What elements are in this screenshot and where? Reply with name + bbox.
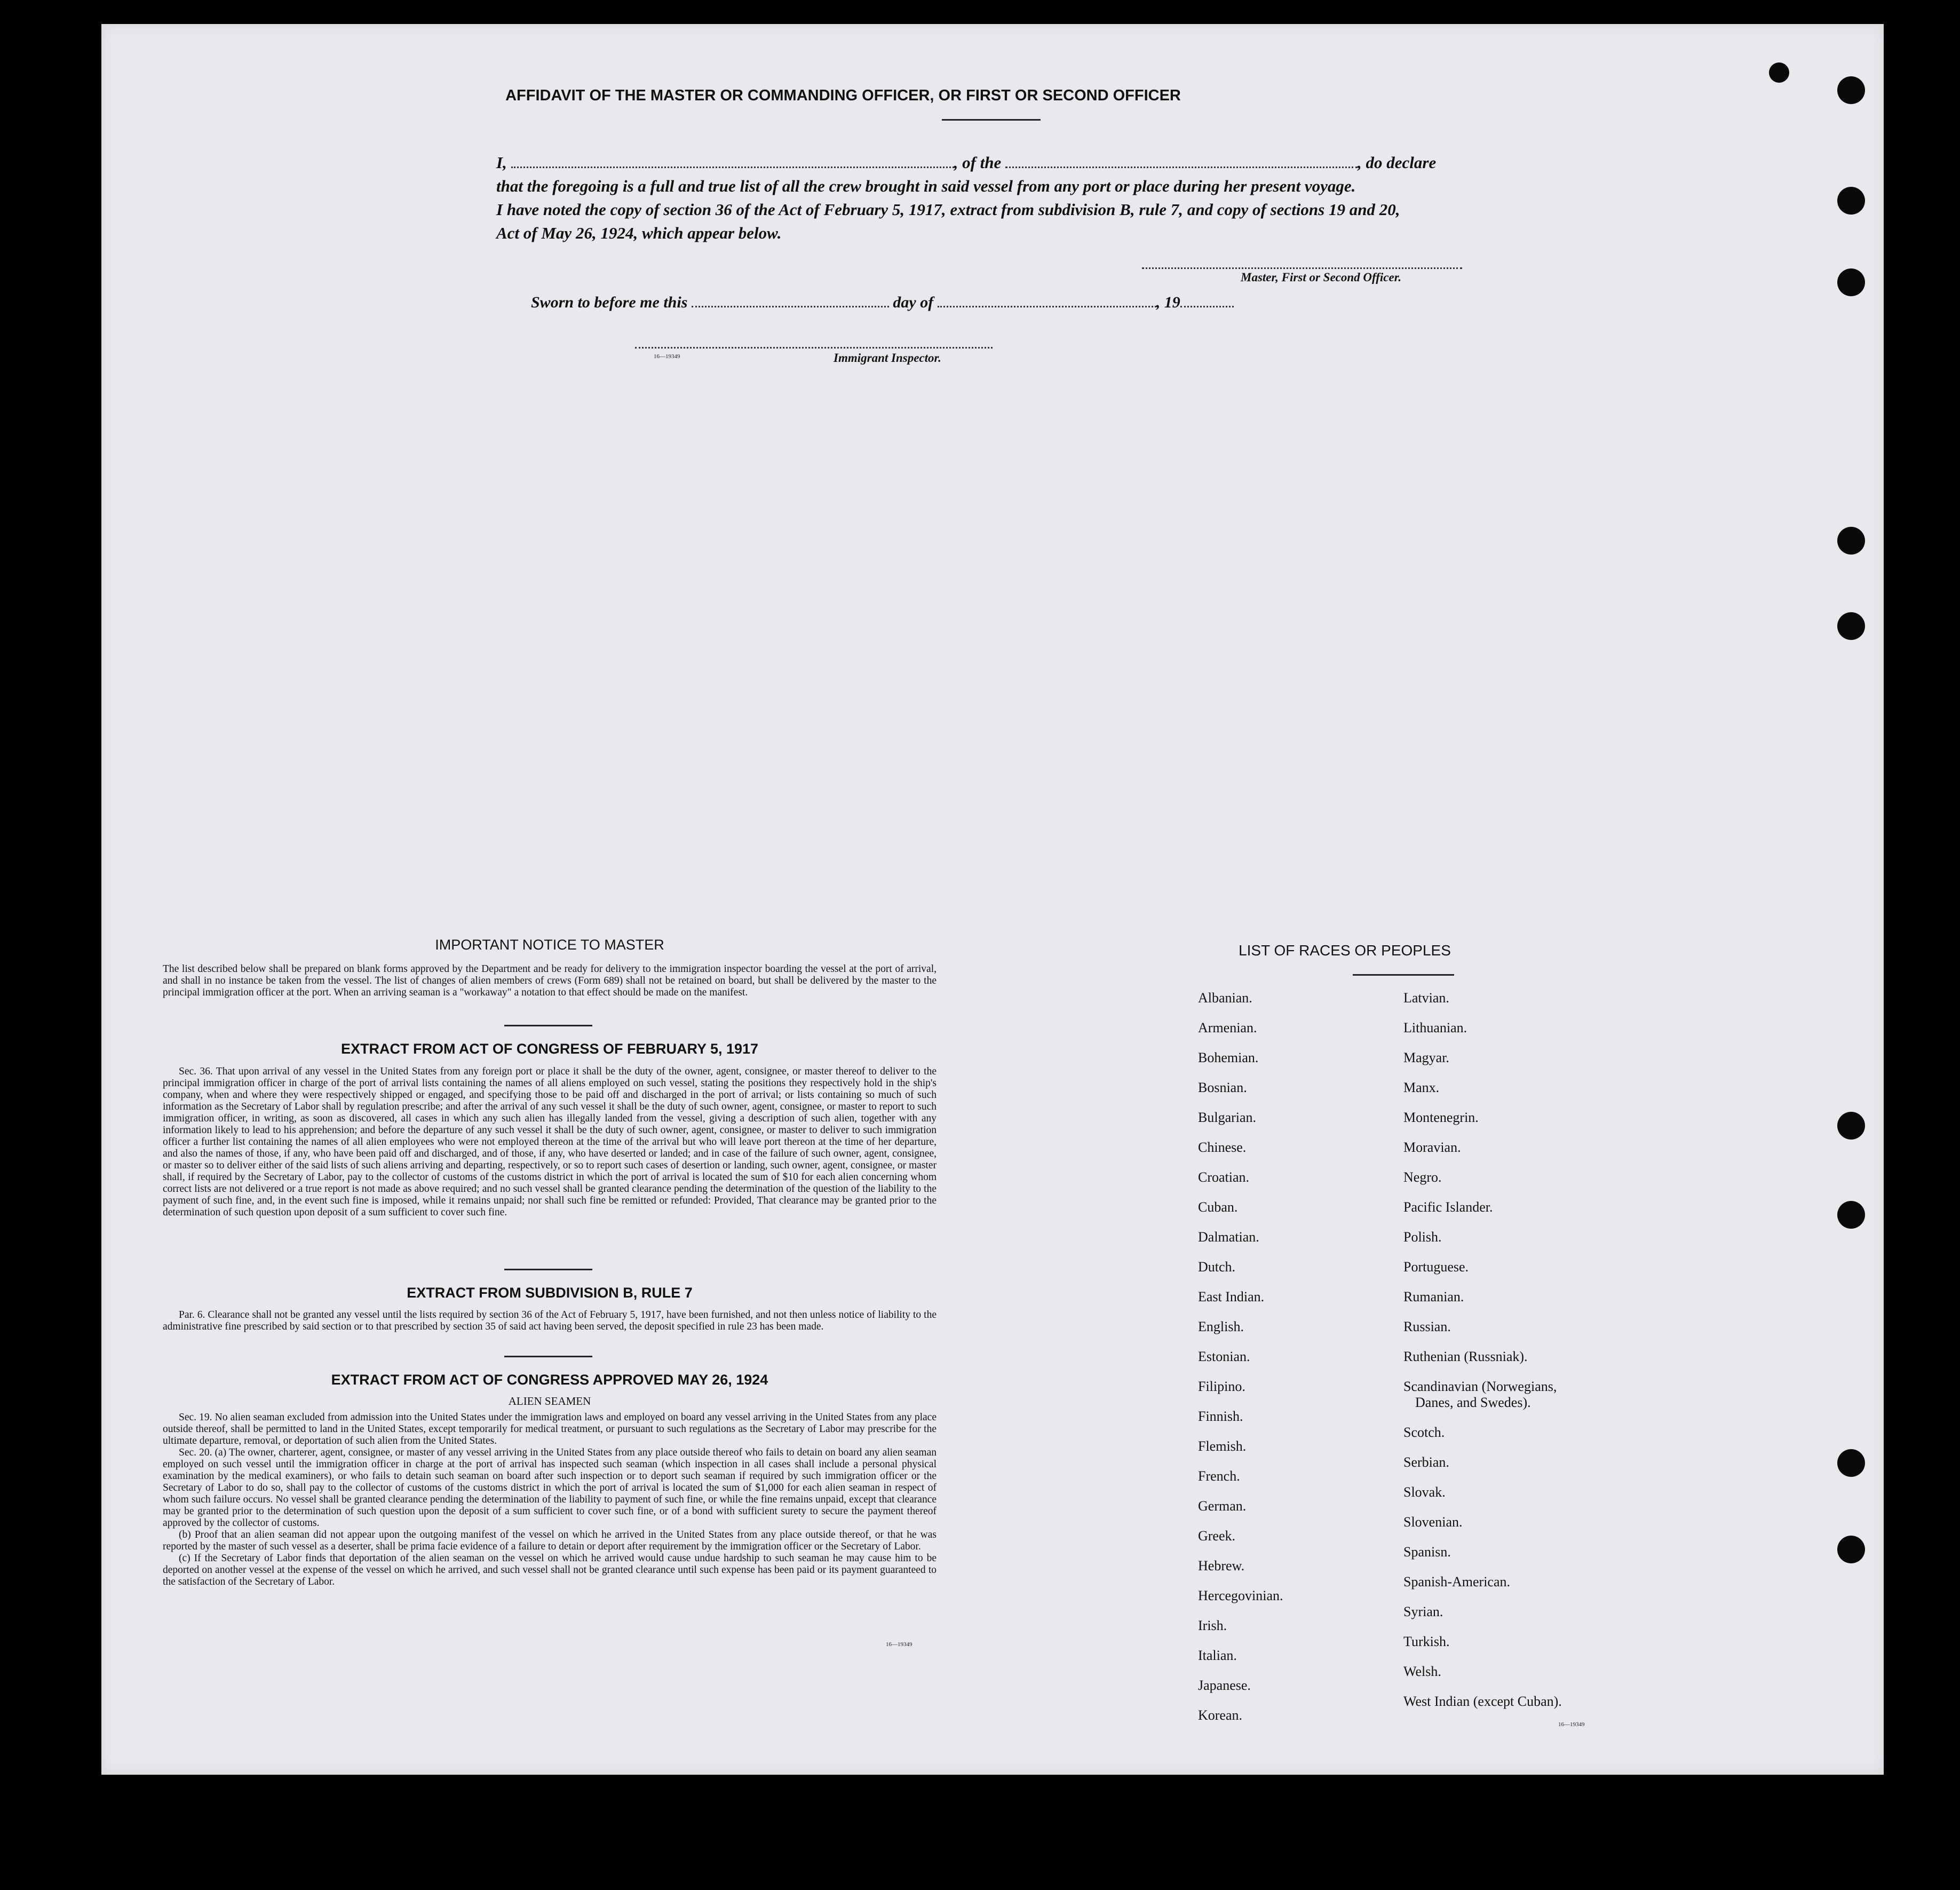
race-item: Latvian. [1403, 990, 1449, 1006]
race-item: Scandinavian (Norwegians, [1403, 1379, 1557, 1394]
race-item: Negro. [1403, 1169, 1442, 1185]
punch-hole [1837, 76, 1865, 104]
race-item: Serbian. [1403, 1454, 1449, 1470]
signature-line[interactable] [1142, 267, 1462, 269]
races-column-2 [1403, 990, 1660, 1723]
race-item: Moravian. [1403, 1140, 1461, 1155]
affidavit-body [496, 151, 1526, 245]
form-number: 16—19349 [654, 353, 680, 360]
race-item: Dutch. [1198, 1259, 1236, 1275]
race-item: Polish. [1403, 1229, 1442, 1245]
race-item: Portuguese. [1403, 1259, 1469, 1275]
race-item: Cuban. [1198, 1199, 1238, 1215]
race-item: Rumanian. [1403, 1289, 1464, 1304]
signature-label: Master, First or Second Officer. [1241, 271, 1402, 284]
sec20c-text: (c) If the Secretary of Labor finds that deportation of the alien seaman on the vessel on which he arrived would cause undue hardship to such seaman he may cause him to be deported on another vessel at the expense of the vessel on which he arrived, and such vessel shall not be granted clearance until such expense has been paid or its payment guaranteed to the satisfaction of the Secretary of Labor. [163, 1553, 937, 1587]
race-item: Slovenian. [1403, 1514, 1463, 1530]
notice-title: IMPORTANT NOTICE TO MASTER [435, 937, 664, 953]
divider [504, 1025, 592, 1026]
race-item: Slovak. [1403, 1484, 1446, 1500]
sworn-prefix: Sworn to before me this [531, 294, 688, 311]
race-item: Estonian. [1198, 1349, 1250, 1364]
race-item: German. [1198, 1498, 1247, 1514]
inspector-label: Immigrant Inspector. [834, 351, 941, 365]
race-item: Magyar. [1403, 1050, 1449, 1065]
race-item: French. [1198, 1468, 1240, 1484]
extract-1924-subtitle: ALIEN SEAMEN [508, 1395, 591, 1407]
sworn-year: , 19 [1156, 294, 1180, 311]
race-item: Manx. [1403, 1080, 1440, 1095]
rule7-text: Par. 6. Clearance shall not be granted any vessel until the lists required by section 36 of the Act of February 5, 1917, have been furnished, and not then unless notice of liability to the administrative fine prescribed by said section or to that prescribed by section 35 of said act having been served, the deposit specified in rule 23 has been made. [163, 1309, 937, 1332]
punch-hole [1769, 62, 1789, 83]
punch-hole [1837, 1201, 1865, 1229]
form-number: 16—19349 [1558, 1721, 1585, 1728]
affidavit-line3: I have noted the copy of section 36 of the Act of February 5, 1917, extract from subdivision B, rule 7, and copy of sections 19 and 20, [496, 200, 1400, 219]
sec20a-text: Sec. 20. (a) The owner, charterer, agent, consignee, or master of any vessel arriving in the United States from any place outside thereof who fails to detain on board any alien seaman employed on such vessel until the immigration officer in charge at the port of arrival has inspected such seaman (which inspection in all cases shall include a personal physical examination by the medical examiners), or who fails to detain such seaman on board after such inspection or to deport such seaman if required by such immigration officer or the Secretary of Labor to do so, shall pay to the collector of customs of the customs district in which the port of arrival is located the sum of $1,000 for each alien seaman in respect of whom such failure occurs. No vessel shall be granted clearance pending the determination of the liability to payment of such fine, or while the fine remains unpaid, except that clearance may be granted prior to the determination of such question upon the deposit of a sum sufficient to cover such fine, or of a bond with sufficient surety to secure the payment thereof approved by the collector of customs. [163, 1447, 937, 1529]
extract-1917-title: EXTRACT FROM ACT OF CONGRESS OF FEBRUARY 5, 1917 [340, 1041, 759, 1057]
race-item: Syrian. [1403, 1604, 1443, 1619]
sworn-year-blank[interactable] [1180, 303, 1234, 307]
divider [942, 119, 1041, 121]
race-item: Scotch. [1403, 1425, 1445, 1440]
race-item: Spanisn. [1403, 1544, 1451, 1560]
race-item: Welsh. [1403, 1664, 1441, 1679]
inspector-signature-line[interactable] [635, 347, 993, 349]
race-item: Bosnian. [1198, 1080, 1247, 1095]
affidavit-line4: Act of May 26, 1924, which appear below. [496, 224, 782, 242]
race-item: English. [1198, 1319, 1244, 1334]
race-item: Finnish. [1198, 1409, 1243, 1424]
vessel-blank[interactable] [1005, 163, 1358, 168]
sec20b-text: (b) Proof that an alien seaman did not appear upon the outgoing manifest of the vessel on which he arrived in the United States from any place outside thereof, or that he was reported by the master of such vessel as a deserter, shall be prima facie evidence of a failure to detain or deport after requirement by the immigration officer or the Secretary of Labor. [163, 1529, 937, 1552]
affidavit-declare: , do declare [1358, 153, 1437, 172]
race-item: Filipino. [1198, 1379, 1245, 1394]
punch-hole [1837, 187, 1865, 215]
race-item: Ruthenian (Russniak). [1403, 1349, 1528, 1364]
punch-hole [1837, 1112, 1865, 1140]
race-item: Danes, and Swedes). [1415, 1395, 1531, 1410]
form-number: 16—19349 [886, 1641, 912, 1648]
race-item: Flemish. [1198, 1438, 1247, 1454]
divider [504, 1269, 592, 1270]
race-item: Dalmatian. [1198, 1229, 1259, 1245]
punch-hole [1837, 1536, 1865, 1563]
sec19-text: Sec. 19. No alien seaman excluded from admission into the United States under the immigration laws and employed on board any vessel arriving in the United States from any place outside thereof, shall be permitted to land in the United States, except temporarily for medical treatment, or pursuant to such regulations as the Secretary of Labor may prescribe for the ultimate departure, removal, or deportation of such alien from the United States. [163, 1412, 937, 1446]
sworn-day-of: day of [893, 294, 934, 311]
divider [504, 1356, 592, 1357]
sworn-month-blank[interactable] [938, 303, 1156, 307]
extract-1924-title: EXTRACT FROM ACT OF CONGRESS APPROVED MAY 26, 1924 [331, 1372, 768, 1388]
sworn-line [531, 294, 1234, 312]
divider [1353, 974, 1454, 976]
race-item: Greek. [1198, 1528, 1236, 1544]
rule7-title: EXTRACT FROM SUBDIVISION B, RULE 7 [407, 1285, 693, 1301]
race-item: Pacific Islander. [1403, 1199, 1493, 1215]
affidavit-of-the: , of the [954, 153, 1002, 172]
race-item: Japanese. [1198, 1678, 1251, 1693]
race-item: Turkish. [1403, 1634, 1450, 1649]
race-item: Bulgarian. [1198, 1110, 1257, 1125]
affidavit-line2: that the foregoing is a full and true list of all the crew brought in said vessel from any port or place during her present voyage. [496, 177, 1356, 195]
race-item: East Indian. [1198, 1289, 1265, 1304]
race-item: Irish. [1198, 1618, 1227, 1633]
punch-hole [1837, 612, 1865, 640]
extract-1917-text: Sec. 36. That upon arrival of any vessel in the United States from any foreign port or place it shall be the duty of the owner, agent, consignee, or master thereof to deliver to the principal immigration officer in charge of the port of arrival lists containing the names of all aliens employed on such vessel, stating the positions they respectively hold in the ship's company, when and where they were respectively shipped or engaged, and specifying those to be paid off and discharged in the port of arrival; or lists containing so much of such information as the Secretary of Labor shall by regulation prescribe; and after the arrival of any such vessel it shall be the duty of such owner, agent, consignee, or master to report to such immigration officer, in writing, as soon as discovered, all cases in which any such alien has illegally landed from the vessel, giving a description of such alien, together with any information likely to lead to his apprehension; and before the departure of any such vessel it shall be the duty of such owner, agent, consignee, or master to deliver to such immigration officer a further list containing the names of all alien employees who were not employed thereon at the time of the arrival but who will leave port thereon at the time of her departure, and also the names of those, if any, who have been paid off and discharged, and of those, if any, who have deserted or landed; and in case of the failure of such owner, agent, consignee, or master so to deliver either of the said lists of such aliens arriving and departing, respectively, or so to report such cases of desertion or landing, such owner, agent, consignee, or master shall, if required by the Secretary of Labor, pay to the collector of customs of the customs district in which the port of arrival is located the sum of $10 for each alien concerning whom correct lists are not delivered or a true report is not made as above required; and no such vessel shall be granted clearance pending the determination of the question of the liability to the payment of such fine, and, in the event such fine is imposed, while it remains unpaid; nor shall such fine be remitted or refunded: Provided, That clearance may be granted prior to the determination of such question upon deposit of a sum sufficient to cover such fine. [163, 1066, 937, 1218]
notice-text: The list described below shall be prepared on blank forms approved by the Department and be ready for delivery to the immigration inspector boarding the vessel at the port of arrival, and shall in no instance be taken from the vessel. The list of changes of alien members of crews (Form 689) shall not be retained on board, but shall be delivered by the master to the principal immigration officer at the port. When an arriving seaman is a "workaway" a notation to that effect should be made on the manifest. [163, 963, 937, 998]
race-item: Italian. [1198, 1648, 1237, 1663]
race-item: Lithuanian. [1403, 1020, 1467, 1035]
race-item: Korean. [1198, 1707, 1243, 1723]
extract-1924-body [163, 1412, 937, 1588]
race-item: Spanish-American. [1403, 1574, 1511, 1590]
race-item: Montenegrin. [1403, 1110, 1479, 1125]
punch-hole [1837, 268, 1865, 296]
race-item: Croatian. [1198, 1169, 1250, 1185]
race-item: Albanian. [1198, 990, 1252, 1006]
document-page [101, 24, 1884, 1775]
punch-hole [1837, 527, 1865, 555]
race-item: Armenian. [1198, 1020, 1257, 1035]
name-blank[interactable] [511, 163, 954, 168]
races-title: LIST OF RACES OR PEOPLES [1239, 942, 1451, 959]
affidavit-title: AFFIDAVIT OF THE MASTER OR COMMANDING OFFICER, OR FIRST OR SECOND OFFICER [505, 87, 1181, 104]
race-item: Russian. [1403, 1319, 1451, 1334]
race-item: West Indian (except Cuban). [1403, 1694, 1562, 1709]
sworn-date-blank[interactable] [692, 303, 889, 307]
race-item: Chinese. [1198, 1140, 1247, 1155]
race-item: Bohemian. [1198, 1050, 1259, 1065]
races-column-1 [1198, 990, 1385, 1737]
affidavit-i: I, [496, 153, 507, 172]
race-item: Hebrew. [1198, 1558, 1245, 1573]
race-item: Hercegovinian. [1198, 1588, 1283, 1603]
punch-hole [1837, 1449, 1865, 1477]
